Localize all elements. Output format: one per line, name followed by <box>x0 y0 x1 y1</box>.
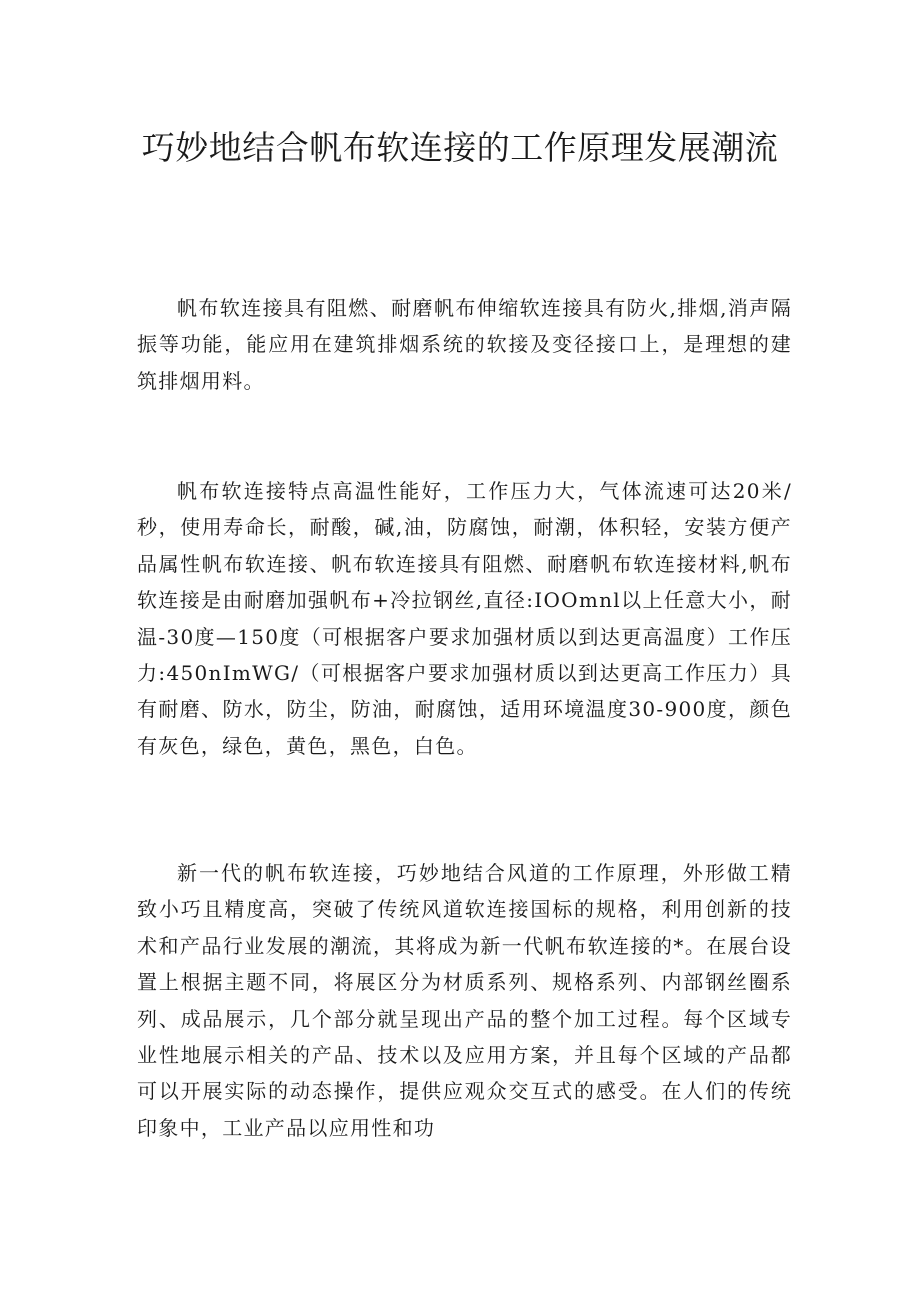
paragraph-1: 帆布软连接具有阻燃、耐磨帆布伸缩软连接具有防火,排烟,消声隔振等功能，能应用在建筑排烟系统的软接及变径接口上，是理想的建筑排烟用料。 <box>137 296 792 393</box>
document-title: 巧妙地结合帆布软连接的工作原理发展潮流 <box>141 128 779 167</box>
paragraph-3: 新一代的帆布软连接，巧妙地结合风道的工作原理，外形做工精致小巧且精度高，突破了传统风道软连接国标的规格，利用创新的技术和产品行业发展的潮流，其将成为新一代帆布软连接的*。在展台设置上根据主题不同，将展区分为材质系列、规格系列、内部钢丝圈系列、成品展示，几个部分就呈现出产品的整个加工过程。每个区域专业性地展示相关的产品、技术以及应用方案，并且每个区域的产品都可以开展实际的动态操作，提供应观众交互式的感受。在人们的传统印象中，工业产品以应用性和功 <box>137 861 792 1140</box>
paragraph-2: 帆布软连接特点高温性能好，工作压力大，气体流速可达20米/秒，使用寿命长，耐酸，碱,油，防腐蚀，耐潮，体积轻，安装方便产品属性帆布软连接、帆布软连接具有阻燃、耐磨帆布软连接材料,帆布软连接是由耐磨加强帆布+冷拉钢丝,直径:IOOmnl以上任意大小，耐温-30度—150度（可根据客户要求加强材质以到达更高温度）工作压力:450nImWG/（可根据客户要求加强材质以到达更高工作压力）具有耐磨、防水，防尘，防油，耐腐蚀，适用环境温度30-900度，颜色有灰色，绿色，黄色，黑色，白色。 <box>137 479 792 758</box>
